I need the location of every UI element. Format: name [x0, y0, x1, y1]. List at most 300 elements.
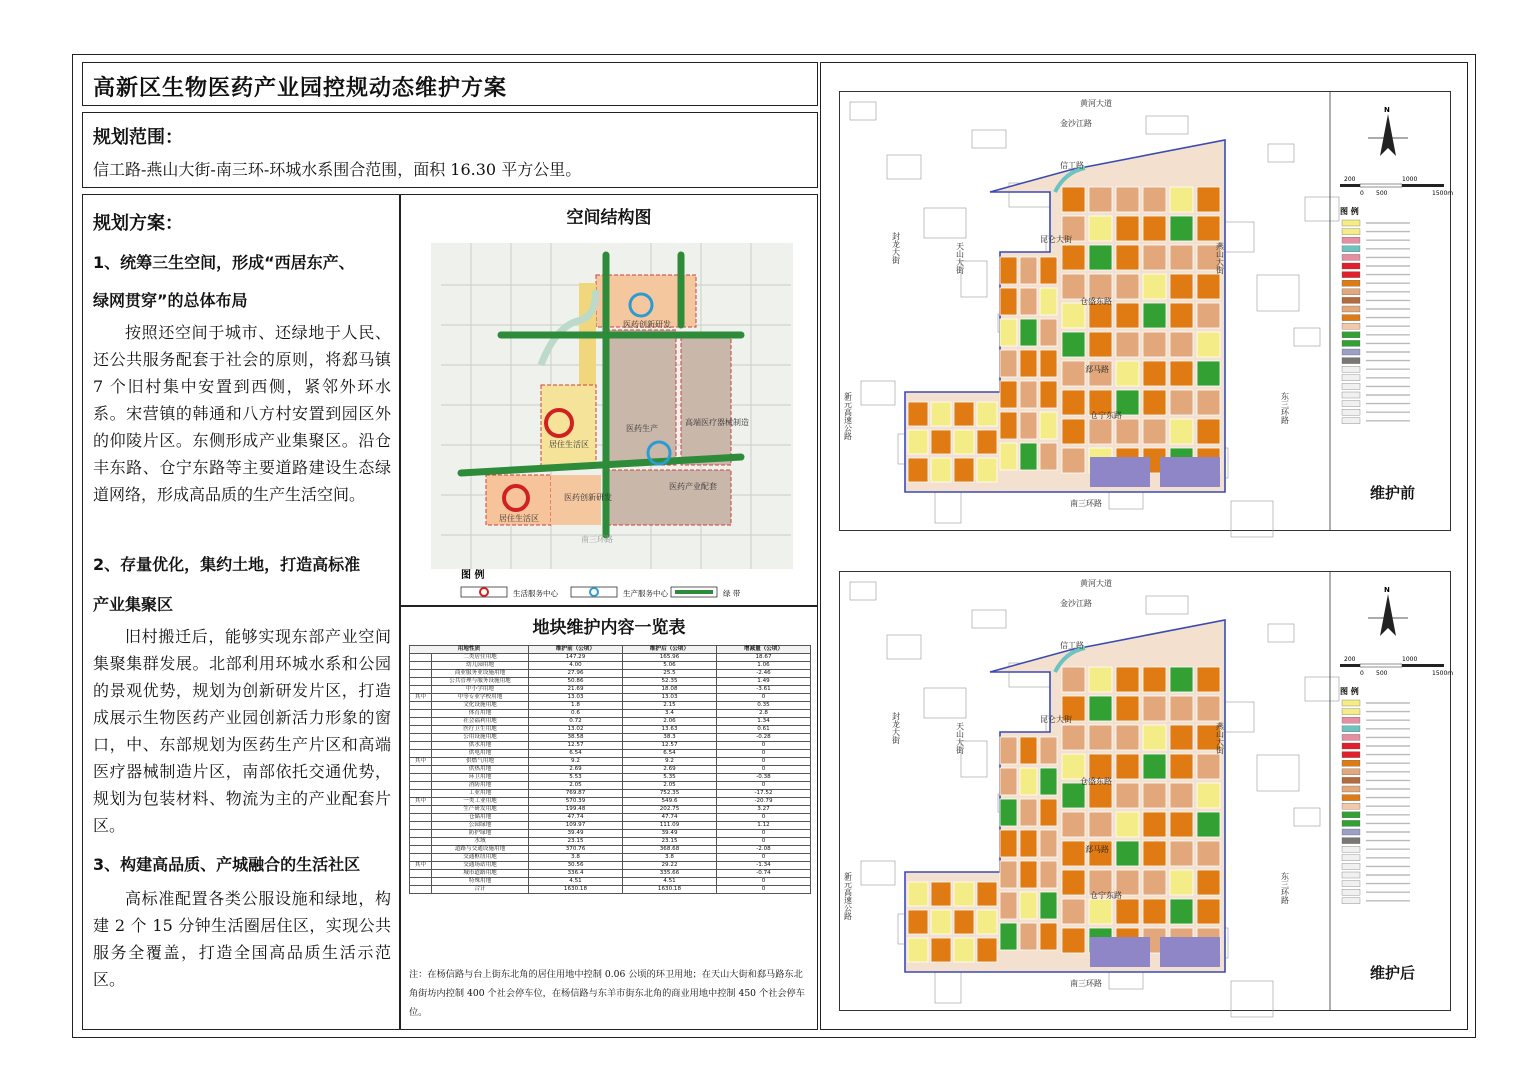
table-landuse-cell: 供燃气用地	[432, 758, 529, 766]
table-value-cell: 1630.18	[529, 886, 623, 894]
table-value-cell: 4.00	[529, 662, 623, 670]
table-value-cell: 2.15	[623, 702, 717, 710]
section3-title: 3、构建高品质、产城融合的生活社区	[93, 855, 361, 874]
road-label: 仓宁东路	[1090, 411, 1122, 420]
zone-living-north	[541, 385, 596, 467]
table-landuse-cell: 仓储用地	[432, 814, 529, 822]
table-group-cell	[410, 766, 432, 774]
road-label: 仓盛东路	[1080, 297, 1112, 306]
parcel	[1197, 303, 1220, 328]
scale-label: 0	[1360, 190, 1364, 197]
parcel	[1116, 783, 1139, 808]
parcel	[1062, 332, 1085, 357]
table-row	[410, 790, 811, 798]
table-group-cell	[410, 734, 432, 742]
road-label: 信工路	[1060, 641, 1084, 650]
table-row	[410, 766, 811, 774]
legend-swatch	[1342, 349, 1360, 355]
parcel	[1089, 274, 1112, 299]
parcel	[1040, 412, 1057, 439]
table-value-cell: 336.4	[529, 870, 623, 878]
parcel	[1170, 245, 1193, 270]
table-group-cell	[410, 750, 432, 758]
parcel	[1000, 892, 1017, 919]
parcel	[1143, 390, 1166, 415]
parcel	[1170, 783, 1193, 808]
parcel	[954, 882, 974, 906]
table-landuse-cell: 体育用地	[432, 710, 529, 718]
structure-panel	[400, 194, 818, 606]
table-landuse-cell: 合计	[432, 886, 529, 894]
parcel	[1020, 861, 1037, 888]
table-group-cell	[410, 830, 432, 838]
parcel	[1143, 899, 1166, 924]
parcel	[954, 458, 974, 482]
parcel	[1197, 812, 1220, 837]
parcel	[977, 402, 997, 426]
table-value-cell: 3.4	[623, 710, 717, 718]
table-value-cell: -20.79	[717, 798, 811, 806]
parcel	[977, 910, 997, 934]
parcel	[1089, 332, 1112, 357]
table-row	[410, 854, 811, 862]
structure-legend-title: 图 例	[461, 570, 485, 581]
parcel	[1197, 899, 1220, 924]
table-row	[410, 694, 811, 702]
legend-swatch	[1342, 375, 1360, 381]
parcel	[1197, 187, 1220, 212]
legend-swatch	[1342, 280, 1360, 286]
parcel	[1089, 303, 1112, 328]
parcel	[1116, 187, 1139, 212]
table-value-cell: 0	[717, 878, 811, 886]
parcel	[1062, 390, 1085, 415]
parcel	[1000, 799, 1017, 826]
legend-swatch	[1342, 769, 1360, 775]
table-title: 地块维护内容一览表	[532, 618, 686, 638]
table-landuse-cell: 二类居住用地	[432, 654, 529, 662]
table-value-cell: 0	[717, 766, 811, 774]
table-row	[410, 758, 811, 766]
parcel-logistics	[1160, 457, 1220, 487]
parcel	[1089, 725, 1112, 750]
parcel	[1020, 892, 1037, 919]
parcel	[1062, 754, 1085, 779]
table-group-cell	[410, 726, 432, 734]
parcel	[1089, 899, 1112, 924]
legend-swatch	[1342, 717, 1360, 723]
parcel	[1197, 274, 1220, 299]
parcel	[1000, 830, 1017, 857]
table-value-cell: 165.96	[623, 654, 717, 662]
parcel	[1062, 245, 1085, 270]
legend-swatch	[1342, 392, 1360, 398]
table-value-cell: 39.49	[623, 830, 717, 838]
table-value-cell: 109.97	[529, 822, 623, 830]
legend-swatch	[1342, 418, 1360, 424]
parcel	[1143, 841, 1166, 866]
parcel	[931, 882, 951, 906]
legend-swatch	[1342, 237, 1360, 243]
parcel	[931, 430, 951, 454]
parcel	[1089, 754, 1112, 779]
table-group-cell	[410, 878, 432, 886]
table-value-cell: 12.57	[529, 742, 623, 750]
table-landuse-cell: 城市道路用地	[432, 870, 529, 878]
parcel	[1089, 419, 1112, 444]
table-landuse-cell: 供热用地	[432, 766, 529, 774]
table-row	[410, 678, 811, 686]
table-value-cell: 4.51	[623, 878, 717, 886]
parcel	[1089, 187, 1112, 212]
parcel	[1040, 830, 1057, 857]
table-value-cell: 1.34	[717, 718, 811, 726]
table-value-cell: 335.66	[623, 870, 717, 878]
table-group-cell: 其中	[410, 862, 432, 870]
parcel	[1116, 361, 1139, 386]
parcel	[1116, 419, 1139, 444]
legend-swatch	[1342, 383, 1360, 389]
table-landuse-cell: 公园绿地	[432, 822, 529, 830]
parcel	[1170, 667, 1193, 692]
road-label: 南三环路	[1070, 499, 1102, 508]
table-header-cell: 增减量（公顷）	[717, 646, 811, 654]
table-value-cell: 30.56	[529, 862, 623, 870]
table-value-cell: 5.06	[623, 662, 717, 670]
road-label: 昆仑大街	[1040, 235, 1072, 244]
table-value-cell: 570.39	[529, 798, 623, 806]
parcel	[1116, 812, 1139, 837]
table-row	[410, 742, 811, 750]
parcel	[1197, 841, 1220, 866]
section3-text: 高标准配置各类公服设施和绿地，构建 2 个 15 分钟生活圈居住区，实现公共服务全覆盖，打造全国高品质生活示范区。	[93, 889, 391, 989]
parcel	[1170, 216, 1193, 241]
table-landuse-cell: 商业服务业设施用地	[432, 670, 529, 678]
parcel	[1170, 870, 1193, 895]
table-value-cell: -17.52	[717, 790, 811, 798]
road-label: 郄马路	[1085, 365, 1109, 374]
table-value-cell: 50.86	[529, 678, 623, 686]
parcel	[1170, 696, 1193, 721]
parcel	[1000, 350, 1017, 377]
parcel	[1040, 350, 1057, 377]
table-value-cell: 0	[717, 814, 811, 822]
table-value-cell: 12.57	[623, 742, 717, 750]
road-label: 仓盛东路	[1080, 777, 1112, 786]
legend-swatch	[1342, 323, 1360, 329]
zone-label: 居住生活区	[549, 440, 589, 449]
north-arrow-icon	[1380, 114, 1396, 156]
parcel	[1116, 245, 1139, 270]
parcel	[1020, 319, 1037, 346]
table-value-cell: 27.96	[529, 670, 623, 678]
road-label: 燕山大街	[1215, 242, 1225, 274]
parcel	[1000, 768, 1017, 795]
parcel	[1197, 754, 1220, 779]
table-value-cell: 18.08	[623, 686, 717, 694]
parcel	[1143, 216, 1166, 241]
parcel	[1000, 412, 1017, 439]
scale-label: 200	[1344, 176, 1356, 183]
legend-swatch	[1342, 297, 1360, 303]
table-value-cell: 13.03	[529, 694, 623, 702]
table-header-cell: 维护后（公顷）	[623, 646, 717, 654]
page-title: 高新区生物医药产业园控规动态维护方案	[93, 76, 508, 101]
parcel	[954, 910, 974, 934]
zone-support	[606, 470, 731, 525]
parcel	[908, 458, 928, 482]
legend-swatch	[1342, 812, 1360, 818]
table-row	[410, 798, 811, 806]
parcel	[1143, 332, 1166, 357]
map-before	[839, 91, 1454, 531]
table-header-cell: 维护前（公顷）	[529, 646, 623, 654]
legend-label: 生产服务中心	[623, 589, 668, 598]
table-value-cell: 769.87	[529, 790, 623, 798]
table-landuse-cell: 特殊用地	[432, 878, 529, 886]
parcel	[977, 882, 997, 906]
parcel	[931, 910, 951, 934]
road-label: 封龙大街	[891, 232, 901, 264]
zone-label: 医药创新研发	[623, 320, 671, 329]
table-value-cell: 0	[717, 830, 811, 838]
parcel	[1170, 303, 1193, 328]
table-value-cell: 2.8	[717, 710, 811, 718]
table-value-cell: 0	[717, 758, 811, 766]
parcel	[1062, 928, 1085, 953]
table-group-cell	[410, 790, 432, 798]
landuse-map-after	[840, 572, 1454, 1010]
parcel	[1170, 899, 1193, 924]
table-group-cell	[410, 774, 432, 782]
parcel	[1062, 448, 1085, 473]
parcel	[1116, 841, 1139, 866]
parcel	[931, 458, 951, 482]
legend-swatch	[1342, 358, 1360, 364]
parcel	[1020, 288, 1037, 315]
parcel	[1170, 274, 1193, 299]
legend-swatch	[1342, 340, 1360, 346]
legend-swatch	[1342, 409, 1360, 415]
scale-label: 1500m	[1432, 190, 1454, 197]
parcel	[1020, 350, 1037, 377]
north-arrow-icon	[1380, 594, 1396, 636]
parcel	[1000, 288, 1017, 315]
legend-swatch	[1342, 726, 1360, 732]
legend-swatch	[1342, 838, 1360, 844]
structure-title: 空间结构图	[566, 208, 652, 228]
table-row	[410, 846, 811, 854]
table-group-cell	[410, 814, 432, 822]
parcel	[1143, 696, 1166, 721]
zone-label: 医药生产	[626, 424, 658, 433]
parcel	[931, 402, 951, 426]
parcel	[1116, 667, 1139, 692]
parcel	[1040, 257, 1057, 284]
table-value-cell: 1.8	[529, 702, 623, 710]
table-landuse-cell: 中等专业学校用地	[432, 694, 529, 702]
table-value-cell: 1.49	[717, 678, 811, 686]
parcel	[1000, 861, 1017, 888]
table-value-cell: 0	[717, 742, 811, 750]
legend-swatch	[1342, 366, 1360, 372]
table-value-cell: 6.54	[529, 750, 623, 758]
parcel	[1143, 783, 1166, 808]
table-value-cell: 1630.18	[623, 886, 717, 894]
legend-swatch	[1342, 263, 1360, 269]
table-header-row	[410, 646, 811, 654]
table-landuse-cell: 一类工业用地	[432, 798, 529, 806]
table-value-cell: 47.74	[623, 814, 717, 822]
table-value-cell: 29.22	[623, 862, 717, 870]
section1-title-a: 1、统筹三生空间，形成“西居东产、	[93, 253, 355, 272]
parcel	[931, 938, 951, 962]
table-value-cell: 111.09	[623, 822, 717, 830]
table-group-cell	[410, 838, 432, 846]
table-value-cell: 13.03	[623, 694, 717, 702]
parcel	[1040, 923, 1057, 950]
map-after-label: 维护后	[1370, 964, 1416, 982]
parcel	[1000, 257, 1017, 284]
parcel	[908, 430, 928, 454]
parcel	[1116, 696, 1139, 721]
table-row	[410, 734, 811, 742]
table-row	[410, 878, 811, 886]
table-value-cell: 0.61	[717, 726, 811, 734]
parcel	[1116, 332, 1139, 357]
parcel	[1197, 419, 1220, 444]
road-label: 南三环路	[581, 535, 613, 544]
legend-swatch	[1342, 220, 1360, 226]
road-label: 天山大街	[955, 242, 965, 274]
table-landuse-cell: 公用设施用地	[432, 734, 529, 742]
scale-label: 500	[1376, 670, 1388, 677]
table-value-cell: -1.34	[717, 862, 811, 870]
table-row	[410, 862, 811, 870]
parcel	[1062, 667, 1085, 692]
parcel	[1020, 443, 1037, 470]
parcel	[1000, 319, 1017, 346]
parcel	[954, 402, 974, 426]
road-label: 黄河大道	[1080, 99, 1112, 108]
legend-swatch	[1342, 315, 1360, 321]
legend-swatch	[1342, 254, 1360, 260]
table-value-cell: 199.48	[529, 806, 623, 814]
parcel	[1062, 419, 1085, 444]
table-landuse-cell: 公共管理与服务设施用地	[432, 678, 529, 686]
table-landuse-cell: 生产研发用地	[432, 806, 529, 814]
parcel	[908, 938, 928, 962]
parcel	[1143, 419, 1166, 444]
table-value-cell: -0.28	[717, 734, 811, 742]
parcel	[1062, 841, 1085, 866]
parcel	[1020, 412, 1037, 439]
table-landuse-cell: 环卫用地	[432, 774, 529, 782]
road-label: 东三环路	[1280, 872, 1290, 904]
table-group-cell	[410, 654, 432, 662]
table-landuse-cell: 交通场站用地	[432, 862, 529, 870]
table-value-cell: -0.74	[717, 870, 811, 878]
map-after	[839, 571, 1454, 1011]
parcel	[1089, 667, 1112, 692]
scale-label: 1000	[1402, 656, 1418, 663]
table-value-cell: 1.12	[717, 822, 811, 830]
road-label: 东三环路	[1280, 392, 1290, 424]
parcel	[1143, 187, 1166, 212]
table-value-cell: 13.63	[623, 726, 717, 734]
table-value-cell: 3.8	[623, 854, 717, 862]
table-group-cell: 其中	[410, 798, 432, 806]
legend-label: 绿 带	[723, 589, 741, 598]
parcel	[1040, 768, 1057, 795]
parcel	[1020, 257, 1037, 284]
table-value-cell: 0.35	[717, 702, 811, 710]
parcel	[1197, 390, 1220, 415]
table-group-cell: 其中	[410, 694, 432, 702]
table-row	[410, 750, 811, 758]
table-row	[410, 670, 811, 678]
parcel	[1020, 737, 1037, 764]
table-landuse-cell: 幼儿园用地	[432, 662, 529, 670]
parcel	[1197, 783, 1220, 808]
table-value-cell: 147.29	[529, 654, 623, 662]
parcel	[1062, 187, 1085, 212]
parcel	[1197, 361, 1220, 386]
parcel	[1040, 443, 1057, 470]
table-landuse-cell: 交通枢纽用地	[432, 854, 529, 862]
table-value-cell: 2.06	[623, 718, 717, 726]
parcel	[908, 402, 928, 426]
table-value-cell: -3.61	[717, 686, 811, 694]
parcel	[1170, 332, 1193, 357]
table-group-cell	[410, 718, 432, 726]
parcel	[1040, 892, 1057, 919]
parcel	[1197, 667, 1220, 692]
legend-title: 图 例	[1340, 207, 1359, 216]
table-value-cell: 2.05	[623, 782, 717, 790]
parcel	[1116, 216, 1139, 241]
table-value-cell: 368.68	[623, 846, 717, 854]
legend-swatch	[1342, 743, 1360, 749]
scale-bar	[1360, 664, 1402, 667]
table-landuse-cell: 中小学用地	[432, 686, 529, 694]
table-group-cell	[410, 870, 432, 878]
table-value-cell: 9.2	[623, 758, 717, 766]
north-label: N	[1384, 586, 1390, 594]
parcel	[1040, 381, 1057, 408]
scale-label: 500	[1376, 190, 1388, 197]
table-value-cell: 0	[717, 694, 811, 702]
section1-title-b: 绿网贯穿”的总体布局	[93, 291, 248, 310]
section2-title-b: 产业集聚区	[93, 595, 174, 614]
table-value-cell: 39.49	[529, 830, 623, 838]
parcel	[1197, 696, 1220, 721]
table-value-cell: 5.35	[623, 774, 717, 782]
table-value-cell: -2.08	[717, 846, 811, 854]
table-group-cell	[410, 886, 432, 894]
road-label: 信工路	[1060, 161, 1084, 170]
legend-swatch	[1342, 332, 1360, 338]
scale-label: 1000	[1402, 176, 1418, 183]
table-landuse-cell: 工业用地	[432, 790, 529, 798]
table-landuse-cell: 防护绿地	[432, 830, 529, 838]
legend-swatch	[1342, 777, 1360, 783]
legend-label: 生活服务中心	[513, 589, 558, 598]
road-label: 南三环路	[1070, 979, 1102, 988]
maps-panel	[820, 62, 1468, 1030]
parcel	[1197, 216, 1220, 241]
parcel	[1143, 725, 1166, 750]
